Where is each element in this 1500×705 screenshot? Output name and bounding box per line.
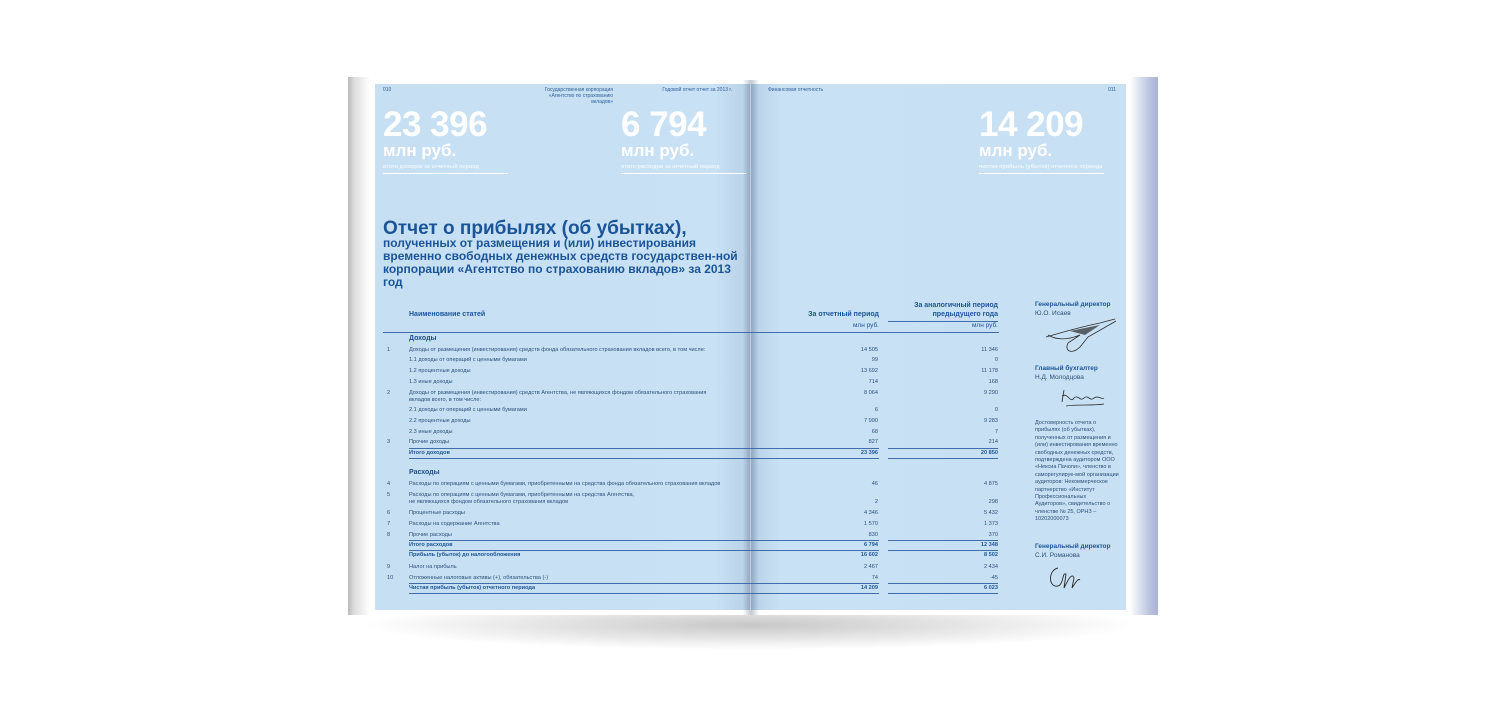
row-rule [888, 458, 998, 459]
table-row: 1.3 иные доходы 714 168 [409, 379, 998, 385]
row-rule [888, 583, 998, 584]
row-rule [409, 540, 879, 541]
expense-total-row: Итого расходов 6 794 12 348 [409, 542, 998, 548]
table-row: 1 Доходы от размещения (инвестирования) средств фонда обязательного страхования вкладов всего, в том числе: 14 505 11 346 [387, 347, 998, 353]
table-row: 2.2 процентные доходы 7 990 9 283 [409, 418, 998, 424]
auditor-name: С.И. Романова [1035, 552, 1080, 559]
report-name: Годовой отчет отчет за 2013 г. [662, 87, 732, 93]
expense-section-title: Расходы [409, 469, 440, 476]
section-name: Финансовая отчетность [768, 87, 824, 93]
row-rule [409, 448, 879, 449]
col-current-header: За отчетный период [808, 311, 879, 318]
accountant-signature-icon [1058, 386, 1108, 410]
table-row: 4 Расходы по операциям с ценными бумагами, приобретенными на средства фонда обязательного страхования вкладов 46 4 875 [387, 481, 998, 487]
col-current-unit: млн руб. [852, 322, 879, 329]
page-number-right: 011 [1108, 87, 1116, 93]
col-name-header: Наименование статей [409, 311, 486, 318]
pretax-row: Прибыль (убыток) до налогообложения 16 602 8 502 [409, 552, 998, 558]
table-row: 3 Прочие доходы 827 214 [387, 439, 998, 445]
report-subtitle: полученных от размещения и (или) инвестирования временно свободных денежных средств государствен-ной корпорации «Агентство по страхованию вкладов» за 2013 год [383, 236, 738, 289]
income-total-row: Итого доходов 23 396 20 850 [409, 450, 998, 456]
accountant-name: Н.Д. Молодцова [1035, 374, 1084, 381]
header-rule [383, 332, 999, 333]
ceo-name: Ю.О. Исаев [1035, 310, 1071, 317]
table-row: 10 Отложенные налоговые активы (+), обязательства (-) 74 -45 [387, 575, 998, 581]
col-prev-header: За аналогичный период предыдущего года [914, 302, 998, 318]
row-rule [409, 458, 879, 459]
auditor-note: Достоверность отчета о прибылях (об убытках), полученных от размещения и (или) инвестирования временно свободных денежных средств, подтверждена аудитором ООО «Нексиа Пачоли», членство в саморегулируе-мой организации аудиторов: Некоммерческое партнерство «Институт Профессиональных Аудиторов», свидетельство о членстве № 25, ОРНЗ – 10202000073 [1035, 420, 1119, 523]
highlight-expenses: 6 794 млн руб. итого расходов за отчетный период [621, 108, 746, 174]
accountant-role: Главный бухгалтер [1035, 365, 1098, 372]
report-title: Отчет о прибылях (об убытках), [383, 218, 687, 239]
auditor-signature-icon [1044, 560, 1084, 594]
highlight-net-profit: 14 209 млн руб. чистая прибыль (убыток) отчетного периода [979, 108, 1104, 174]
row-rule [409, 550, 879, 551]
org-name: Государственная корпорация «Агентство по страхованию вкладов» [544, 87, 613, 105]
col-prev-unit: млн руб. [971, 322, 998, 329]
highlight-income: 23 396 млн руб. итого доходов за отчетный период [383, 108, 508, 174]
table-row: 1.1 доходы от операций с ценными бумагами 99 0 [409, 357, 998, 363]
ceo-signature-icon [1040, 313, 1120, 357]
row-rule [409, 583, 879, 584]
row-rule [888, 593, 998, 594]
table-row: 1.2 процентные доходы 13 692 11 178 [409, 368, 998, 374]
net-profit-row: Чистая прибыль (убыток) отчетного периода 14 209 6 023 [409, 585, 998, 591]
table-row: 2.3 иные доходы 68 7 [409, 429, 998, 435]
row-rule [888, 550, 998, 551]
page-number-left: 010 [383, 87, 392, 93]
table-row: 2 Доходы от размещения (инвестирования) средств Агентства, не являющихся фондом обязательного страхования вкладов всего, в том числе: 8 064 9 290 [387, 390, 998, 403]
table-row: 9 Налог на прибыль 2 467 2 434 [387, 564, 998, 570]
row-rule [888, 540, 998, 541]
table-row: 7 Расходы на содержание Агентства 1 570 1 373 [387, 521, 998, 527]
income-section-title: Доходы [409, 335, 437, 342]
table-row: 8 Прочие расходы 830 370 [387, 532, 998, 538]
row-rule [888, 448, 998, 449]
auditor-role: Генеральный директор [1035, 543, 1111, 550]
table-row: 5 Расходы по операциям с ценными бумагами, приобретенными на средства Агентства, не являющихся фондом обязательного страхования вкладов 2 298 [387, 492, 998, 505]
table-row: 2.1 доходы от операций с ценными бумагами 6 0 [409, 407, 998, 413]
table-row: 6 Процентные расходы 4 346 5 432 [387, 510, 998, 516]
row-rule [409, 593, 879, 594]
ceo-role: Генеральный директор [1035, 301, 1111, 308]
